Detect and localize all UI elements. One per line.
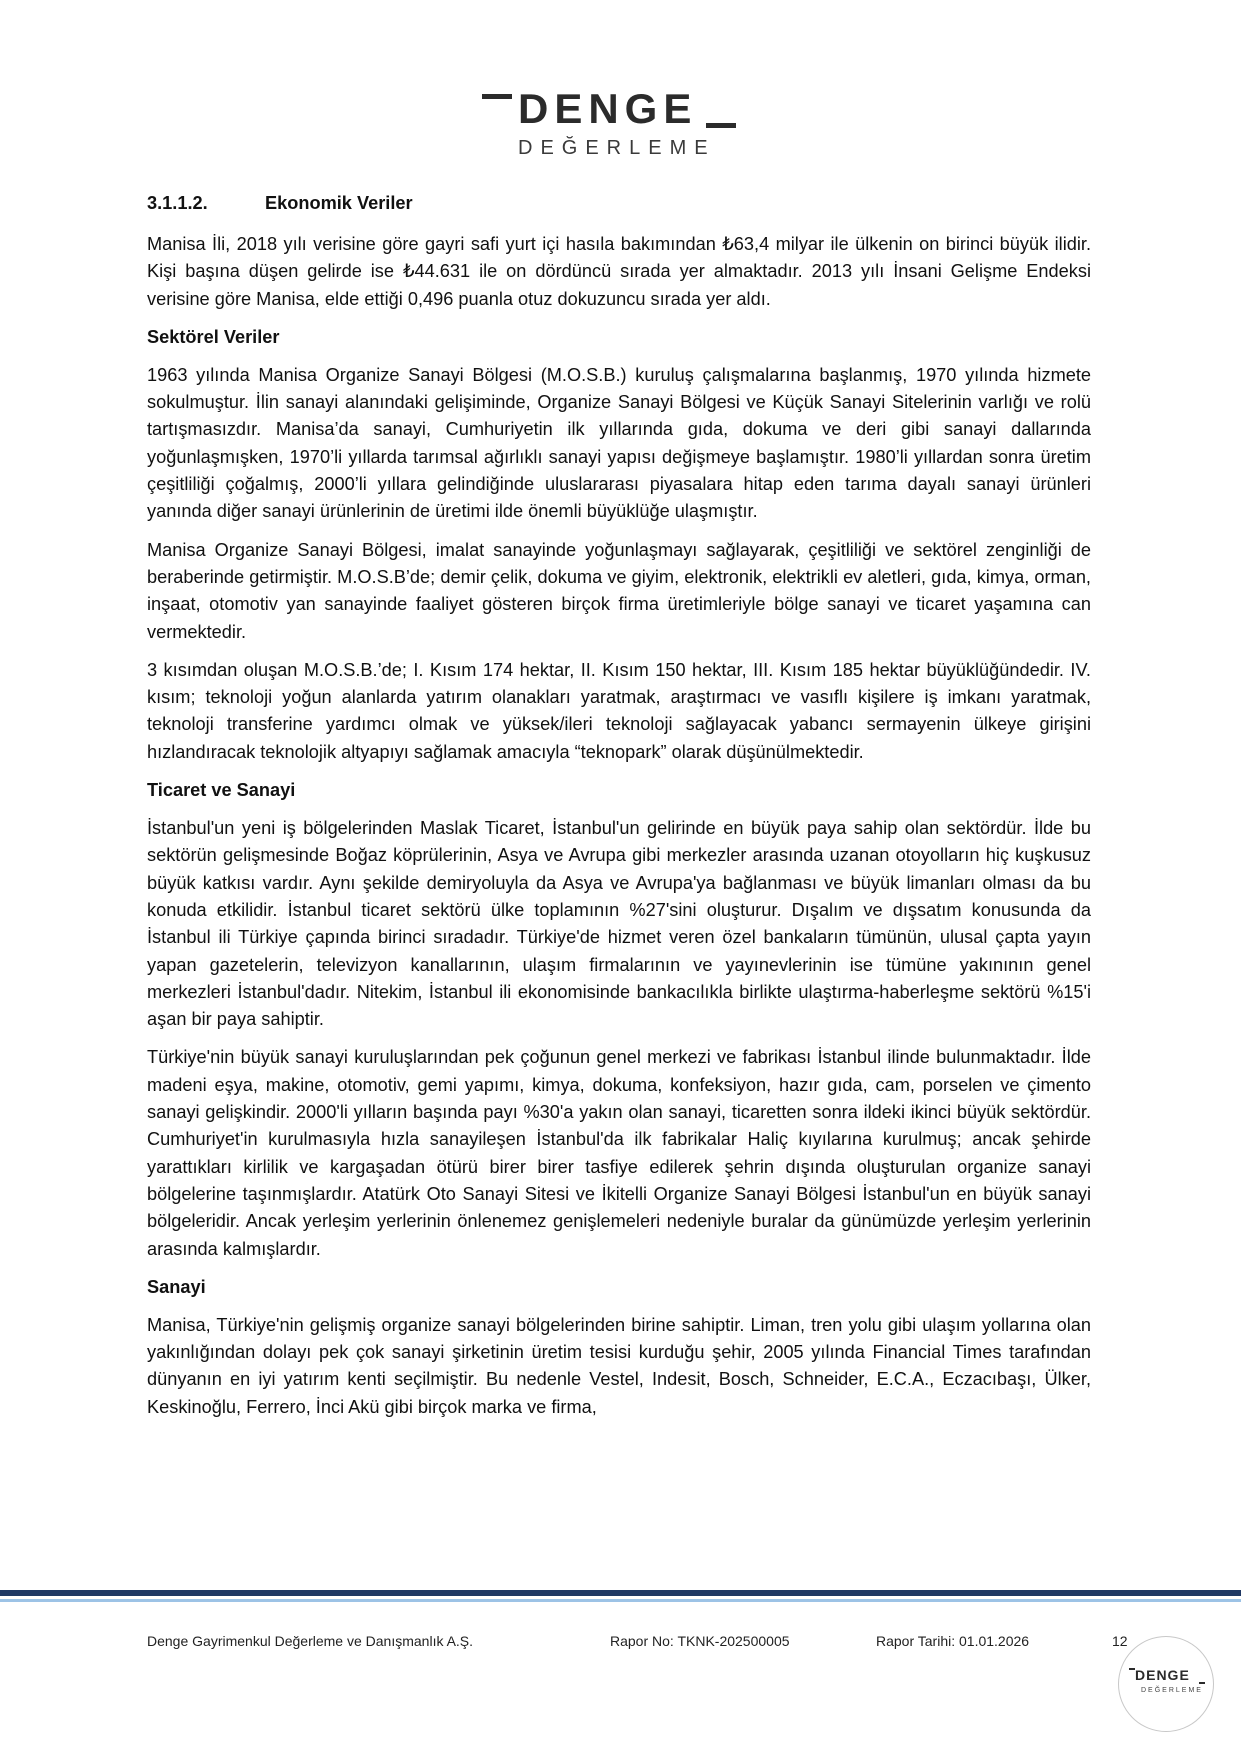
seal-subtitle: DEĞERLEME — [1141, 1687, 1203, 1694]
section-number: 3.1.1.2. — [147, 193, 208, 213]
heading-sanayi: Sanayi — [147, 1276, 206, 1297]
heading-sektorel: Sektörel Veriler — [147, 326, 280, 347]
document-body — [147, 190, 1091, 1432]
paragraph-mosb-history: 1963 yılında Manisa Organize Sanayi Bölgesi (M.O.S.B.) kuruluş çalışmalarına başlanmış, 1970 yılında hizmete sokulmuştur. İlin sanayi alanındaki gelişiminde, Organize Sanayi Bölgesi ve Küçük Sanayi Sitelerinin varlığı ve rolü tartışmasızdır. Manisa’da sanayi, Cumhuriyetin ilk yıllarında gıda, dokuma ve deri gibi sanayi dallarında yoğunlaşmışken, 1970’li yıllarda tarımsal ağırlıklı sanayi yapısı değişmeye başlamıştır. 1980’li yıllardan sonra üretim çeşitliliği çoğalmış, 2000’li yıllara gelindiğinde uluslararası piyasalara hitap eden tarıma dayalı sanayi ürünleri yanında diğer sanayi ürünlerinin de üretimi ilde önemli büyüklüğe ulaşmıştır. — [147, 364, 1091, 522]
footer-report-no: Rapor No: TKNK-202500005 — [610, 1633, 790, 1649]
logo-subtitle: DEĞERLEME — [518, 137, 716, 159]
footer-company: Denge Gayrimenkul Değerleme ve Danışmanlık A.Ş. — [147, 1633, 474, 1649]
seal-word: DENGE — [1135, 1667, 1190, 1683]
paragraph-ekonomik: Manisa İli, 2018 yılı verisine göre gayri safi yurt içi hasıla bakımından ₺63,4 milyar ile ülkenin on birinci büyük ilidir. Kişi başına düşen gelirde ise ₺44.631 ile on dördüncü sırada yer almaktadır. 2013 yılı İnsani Gelişme Endeksi verisine göre Manisa, elde ettiği 0,496 puanla otuz dokuzuncu sırada yer aldı. — [147, 234, 1091, 309]
footer-report-date: Rapor Tarihi: 01.01.2026 — [876, 1633, 1030, 1649]
footer-page-number: 12 — [1112, 1633, 1128, 1649]
section-heading — [147, 190, 1091, 217]
heading-ticaret: Ticaret ve Sanayi — [147, 780, 296, 801]
paragraph-sanayi-manisa: Manisa, Türkiye'nin gelişmiş organize sanayi bölgelerinden birine sahiptir. Liman, tren yolu gibi ulaşım yollarına olan yakınlığından dolayı pek çok sanayi şirketinin üretim tesisi kurduğu şehir, 2005 yılında Financial Times tarafından dünyanın en iyi yatırım kenti seçilmiştir. Bu nedenle Vestel, Indesit, Bosch, Schneider, E.C.A., Eczacıbaşı, Ülker, Keskinoğlu, Ferrero, İnci Akü gibi birçok marka ve firma, — [147, 1314, 1091, 1417]
paragraph-sanayi-istanbul: Türkiye'nin büyük sanayi kuruluşlarından pek çoğunun genel merkezi ve fabrikası İstanbul ilinde bulunmaktadır. İlde madeni eşya, makine, otomotiv, gemi yapımı, kimya, dokuma, konfeksiyon, hazır gıda, cam, porselen ve çimento sanayi gelişkindir. 2000'li yılların başında payı %30'a yakın olan sanayi, ticaretten sonra ildeki ikinci büyük sektördür. Cumhuriyet'in kurulmasıyla hızla sanayileşen İstanbul'da ilk fabrikalar Haliç kıyılarına kurulmuş; ancak şehirde yarattıkları kirlilik ve kargaşadan ötürü birer birer tasfiye edilerek şehrin dışında oluşturulan organize sanayi bölgelerine taşınmışlardır. Atatürk Oto Sanayi Sitesi ve İkitelli Organize Sanayi Bölgesi İstanbul'un en büyük sanayi bölgeleridir. Ancak yerleşim yerlerinin önlenemez genişlemeleri nedeniyle buralar da günümüzde yerleşim yerlerinin arasında kalmışlardır. — [147, 1047, 1091, 1259]
header-logo — [470, 85, 770, 170]
section-title: Ekonomik Veriler — [265, 193, 413, 213]
paragraph-ticaret: İstanbul'un yeni iş bölgelerinden Maslak Ticaret, İstanbul'un gelirinde en büyük paya sahip olan sektördür. İlde bu sektörün gelişmesinde Boğaz köprülerinin, Asya ve Avrupa gibi merkezler arasında uzanan otoyolların hiç kuşkusuz büyük katkısı vardır. Aynı şekilde demiryoluyla da Asya ve Avrupa'ya bağlanması ve büyük limanları olması da bu konuda etkilidir. İstanbul ticaret sektörü ülke toplamının %27'sini oluşturur. Dışalım ve dışsatım konusunda da İstanbul ili Türkiye çapında birinci sıradadır. Türkiye'de hizmet veren özel bankaların tümünün, ulusal çapta yayın yapan gazetelerin, televizyon kanallarının, ulaşım firmalarının ve yayınevlerinin ise tümüne yakınının genel merkezleri İstanbul'dadır. Nitekim, İstanbul ili ekonomisinde bankacılıkla birlikte ulaştırma-haberleşme sektörü %15'i aşan bir paya sahiptir. — [147, 818, 1091, 1030]
paragraph-mosb-sectors: Manisa Organize Sanayi Bölgesi, imalat sanayinde yoğunlaşmayı sağlayarak, çeşitliliği ve sektörel zenginliği de beraberinde getirmiştir. M.O.S.B’de; demir çelik, dokuma ve giyim, elektronik, elektrikli ev aletleri, gıda, kimya, orman, inşaat, otomotiv yan sanayinde faaliyet gösteren birçok firma üretimleriyle bölge sanayi ve ticaret yaşamına can vermektedir. — [147, 539, 1091, 642]
footer-rule-dark — [0, 1590, 1241, 1596]
logo-word: DENGE — [518, 85, 698, 132]
footer-rule-light — [0, 1599, 1241, 1602]
paragraph-mosb-parts: 3 kısımdan oluşan M.O.S.B.’de; I. Kısım 174 hektar, II. Kısım 150 hektar, III. Kısım 185 hektar büyüklüğündedir. IV. kısım; teknoloji yoğun alanlarda yatırım olanakları yaratmak, araştırmacı ve vasıflı kişilere iş imkanı yaratmak, teknoloji transferine yardımcı olmak ve yüksek/ileri teknoloji sağlayacak yabancı sermayenin ülkeye girişini hızlandıracak teknolojik altyapıyı sağlamak amacıyla “teknopark” olarak düşünülmektedir. — [147, 659, 1091, 762]
company-seal — [1118, 1636, 1214, 1732]
